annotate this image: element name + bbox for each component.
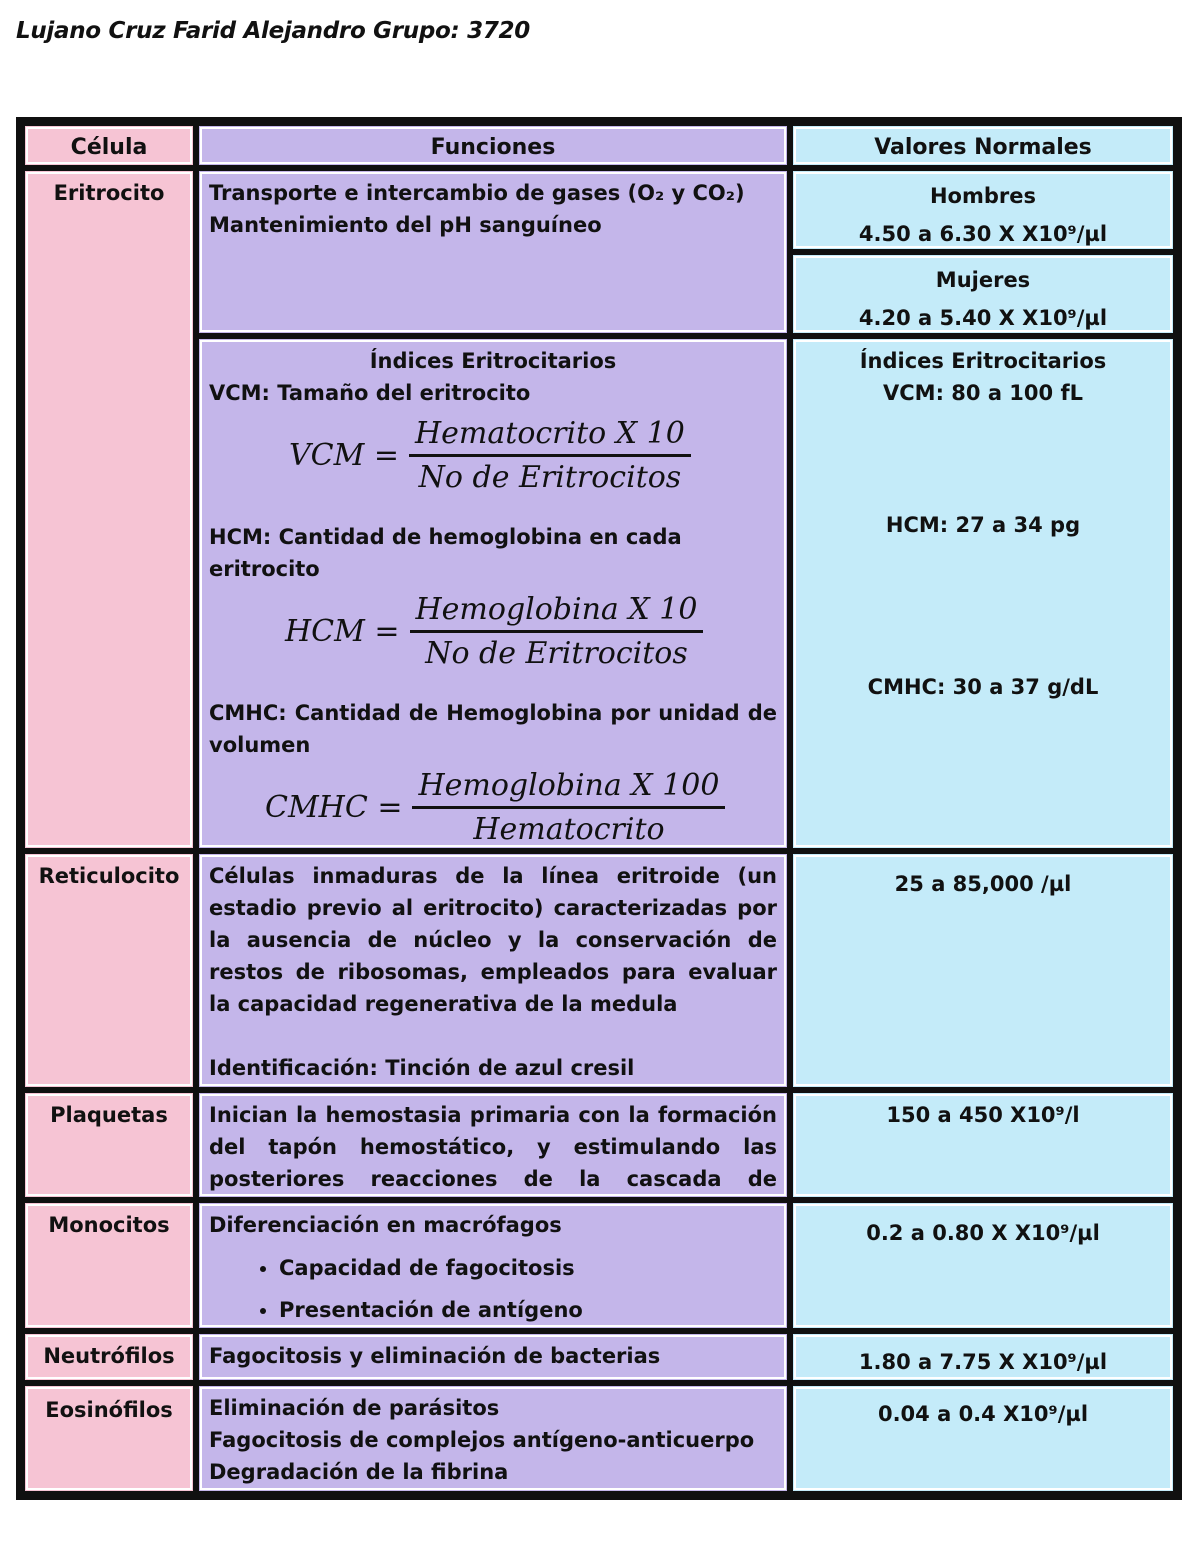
value-plaquetas: 150 a 450 X10⁹/l bbox=[790, 1090, 1176, 1200]
cmhc-fraction bbox=[412, 766, 725, 851]
cmhc-denominator: Hematocrito bbox=[473, 811, 665, 847]
hcm-description: HCM: Cantidad de hemoglobina en cada eritrocito bbox=[209, 525, 682, 581]
cmhc-formula bbox=[265, 761, 777, 851]
functions-eritrocito bbox=[196, 168, 790, 336]
value-mujeres bbox=[790, 252, 1176, 336]
vcm-description: VCM: Tamaño del eritrocito bbox=[209, 381, 531, 405]
monocitos-bullet-list bbox=[209, 1247, 777, 1331]
value-eosinofilos: 0.04 a 0.4 X10⁹/µl bbox=[790, 1383, 1176, 1494]
vcm-numerator: Hematocrito X 10 bbox=[415, 415, 685, 451]
list-item: • Capacidad de fagocitosis bbox=[279, 1247, 777, 1289]
document-header: Lujano Cruz Farid Alejandro Grupo: 3720 bbox=[16, 18, 530, 44]
monocitos-function: Diferenciación en macrófagos bbox=[209, 1213, 562, 1237]
functions-plaquetas: Inician la hemostasia primaria con la formación del tapón hemostático, y estimulando las posteriores reacciones de la cascada de bbox=[196, 1090, 790, 1200]
indices-eritrocitarios bbox=[196, 336, 790, 851]
functions-eosinofilos bbox=[196, 1383, 790, 1494]
reticulocito-description: Células inmaduras de la línea eritroide (un estadio previo al eritrocito) caracterizadas por la ausencia de núcleo y la conservación de restos de ribosomas, empleados para evaluar la capacidad regenerativa de la medula bbox=[209, 864, 777, 1016]
vcm-fraction bbox=[409, 414, 691, 499]
column-header-values: Valores Normales bbox=[790, 123, 1176, 168]
cell-monocitos: Monocitos bbox=[22, 1200, 196, 1331]
function-ph: Mantenimiento del pH sanguíneo bbox=[209, 213, 602, 237]
eosinofilos-function-1: Eliminación de parásitos bbox=[209, 1396, 500, 1420]
value-neutrofilos: 1.80 a 7.75 X X10⁹/µl bbox=[790, 1331, 1176, 1383]
hcm-numerator: Hemoglobina X 10 bbox=[415, 591, 698, 627]
hcm-value: HCM: 27 a 34 pg bbox=[885, 513, 1081, 537]
value-monocitos: 0.2 a 0.80 X X10⁹/µl bbox=[790, 1200, 1176, 1331]
function-gases: Transporte e intercambio de gases (O₂ y CO₂) bbox=[209, 181, 745, 205]
value-hombres bbox=[790, 168, 1176, 252]
column-header-cell: Célula bbox=[22, 123, 196, 168]
vcm-formula-lhs: VCM = bbox=[289, 438, 400, 473]
cmhc-description: CMHC: Cantidad de Hemoglobina por unidad de volumen bbox=[209, 701, 777, 757]
hcm-denominator: No de Eritrocitos bbox=[425, 635, 688, 671]
hcm-formula-lhs: HCM = bbox=[285, 614, 400, 649]
value-reticulocito: 25 a 85,000 /µl bbox=[790, 851, 1176, 1090]
values-indices-title: Índices Eritrocitarios bbox=[859, 349, 1107, 373]
functions-monocitos bbox=[196, 1200, 790, 1331]
mujeres-value: 4.20 a 5.40 X X10⁹/µl bbox=[858, 306, 1108, 330]
cell-neutrofilos: Neutrófilos bbox=[22, 1331, 196, 1383]
cell-eritrocito: Eritrocito bbox=[22, 168, 196, 851]
vcm-denominator: No de Eritrocitos bbox=[418, 459, 682, 495]
hcm-fraction bbox=[410, 590, 704, 675]
cmhc-value: CMHC: 30 a 37 g/dL bbox=[867, 675, 1099, 699]
list-item: • Presentación de antígeno bbox=[279, 1289, 777, 1331]
hcm-formula bbox=[285, 585, 777, 679]
cmhc-formula-lhs: CMHC = bbox=[265, 790, 403, 825]
vcm-value: VCM: 80 a 100 fL bbox=[883, 381, 1083, 405]
column-header-functions: Funciones bbox=[196, 123, 790, 168]
cmhc-numerator: Hemoglobina X 100 bbox=[418, 767, 720, 803]
cell-reticulocito: Reticulocito bbox=[22, 851, 196, 1090]
cell-plaquetas: Plaquetas bbox=[22, 1090, 196, 1200]
cell-eosinofilos: Eosinófilos bbox=[22, 1383, 196, 1494]
functions-neutrofilos: Fagocitosis y eliminación de bacterias bbox=[196, 1331, 790, 1383]
reticulocito-identification: Identificación: Tinción de azul cresil bbox=[209, 1056, 635, 1080]
eosinofilos-function-2: Fagocitosis de complejos antígeno-anticuerpo bbox=[209, 1428, 755, 1452]
blood-cells-table bbox=[16, 117, 1182, 1500]
values-indices bbox=[790, 336, 1176, 851]
hombres-label: Hombres bbox=[929, 184, 1036, 208]
hombres-value: 4.50 a 6.30 X X10⁹/µl bbox=[858, 222, 1108, 246]
vcm-formula bbox=[289, 409, 777, 503]
eosinofilos-function-3: Degradación de la fibrina bbox=[209, 1460, 509, 1484]
functions-reticulocito bbox=[196, 851, 790, 1090]
indices-title: Índices Eritrocitarios bbox=[369, 349, 617, 373]
mujeres-label: Mujeres bbox=[935, 268, 1031, 292]
